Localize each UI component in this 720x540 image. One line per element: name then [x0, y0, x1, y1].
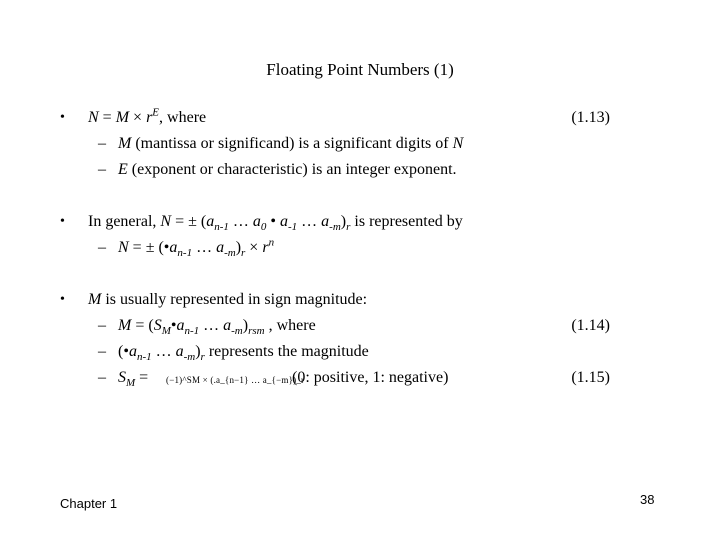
var-a: a [206, 213, 215, 230]
text-fragment: … [199, 317, 224, 334]
var-n: N [88, 109, 99, 126]
var-n: N [118, 239, 129, 256]
var-a: a [280, 213, 288, 230]
text-fragment: • [266, 213, 280, 230]
text-fragment: … [228, 213, 253, 230]
subscript: -m [224, 247, 236, 260]
var-s: S [118, 369, 126, 386]
text-fragment: In general, [88, 213, 161, 230]
text-fragment: ) [340, 213, 347, 230]
sub-item-sign-definition [118, 368, 148, 388]
subscript: -m [231, 325, 243, 338]
text-fragment: is usually represented in sign magnitude: [101, 291, 368, 308]
text-fragment: = [98, 109, 116, 126]
subscript-radix: r [241, 247, 246, 260]
var-m: M [118, 135, 132, 152]
sign-legend: (0: positive, 1: negative) [292, 369, 449, 386]
subscript-radix: r [346, 221, 351, 234]
var-a: a [169, 239, 178, 256]
page-number: 38 [640, 492, 655, 507]
text-fragment: = ( [131, 317, 154, 334]
var-n: N [160, 213, 172, 230]
subscript-radix: r [200, 351, 205, 364]
text-fragment: = ± ( [171, 213, 207, 230]
var-r: r [262, 239, 269, 256]
dash-marker: – [98, 343, 106, 360]
dash-marker: – [98, 135, 106, 152]
text-fragment: represents the magnitude [204, 343, 369, 360]
text-fragment: ) [242, 317, 249, 334]
var-s: S [153, 317, 162, 334]
text-fragment: (exponent or characteristic) is an integer exponent. [127, 161, 457, 178]
footer-chapter: Chapter 1 [60, 496, 118, 511]
equation-number-1-13: (1.13) [571, 109, 610, 126]
sub-item-normalized [118, 238, 274, 258]
bullet-1-text [88, 108, 206, 128]
sub-item-magnitude [118, 342, 369, 362]
var-a: a [252, 213, 261, 230]
var-a: a [176, 317, 185, 334]
text-fragment: = [135, 369, 149, 386]
sub-item-exponent [118, 160, 457, 180]
text-fragment: is represented by [350, 213, 463, 230]
text-fragment: • [170, 317, 177, 334]
var-m: M [118, 317, 132, 334]
subscript: n-1 [136, 351, 152, 364]
bullet-marker: • [60, 214, 65, 229]
subscript: -m [183, 351, 196, 364]
text-fragment: … [297, 213, 322, 230]
subscript: -m [329, 221, 341, 234]
bullet-2-text [88, 212, 463, 232]
bullet-3-text [88, 290, 367, 310]
subscript: M [126, 377, 136, 390]
text-fragment: × [129, 109, 147, 126]
equation-number-1-14: (1.14) [571, 317, 610, 334]
text-fragment: , where [264, 317, 316, 334]
subscript: 0 [260, 221, 267, 234]
subscript: -1 [288, 221, 298, 234]
slide-title: Floating Point Numbers (1) [266, 60, 454, 79]
subscript: n-1 [184, 325, 200, 338]
subscript: n-1 [177, 247, 193, 260]
var-e: E [118, 161, 128, 178]
var-n: N [452, 135, 464, 152]
subscript: M [161, 325, 171, 338]
text-fragment: ) [195, 343, 201, 360]
dash-marker: – [98, 369, 106, 386]
text-fragment: … [192, 239, 217, 256]
var-e-superscript: E [152, 106, 160, 119]
subscript-rsm: rsm [248, 325, 265, 338]
var-r: r [146, 109, 153, 126]
text-fragment: (mantissa or significand) is a significant digits of [131, 135, 453, 152]
dash-marker: – [98, 239, 106, 256]
superscript: n [268, 236, 275, 249]
var-a: a [175, 343, 184, 360]
bullet-marker: • [60, 292, 65, 307]
bullet-marker: • [60, 110, 65, 125]
subscript: n-1 [214, 221, 229, 234]
sign-formula-image: (−1)^SM × (.a_{n−1} … a_{−m})_r [166, 375, 305, 385]
text-fragment: , where [159, 109, 207, 126]
var-a: a [321, 213, 330, 230]
dash-marker: – [98, 317, 106, 334]
sub-item-mantissa [118, 134, 463, 154]
var-a: a [128, 343, 137, 360]
text-fragment: (• [118, 343, 129, 360]
var-m: M [88, 291, 102, 308]
text-fragment: ) [235, 239, 242, 256]
text-fragment: = ± (• [128, 239, 170, 256]
dash-marker: – [98, 161, 106, 178]
text-fragment: × [245, 239, 263, 256]
var-a: a [223, 317, 232, 334]
sub-item-sign-magnitude [118, 316, 316, 336]
text-fragment: … [151, 343, 176, 360]
var-m: M [115, 109, 130, 126]
var-a: a [216, 239, 225, 256]
equation-number-1-15: (1.15) [571, 369, 610, 386]
